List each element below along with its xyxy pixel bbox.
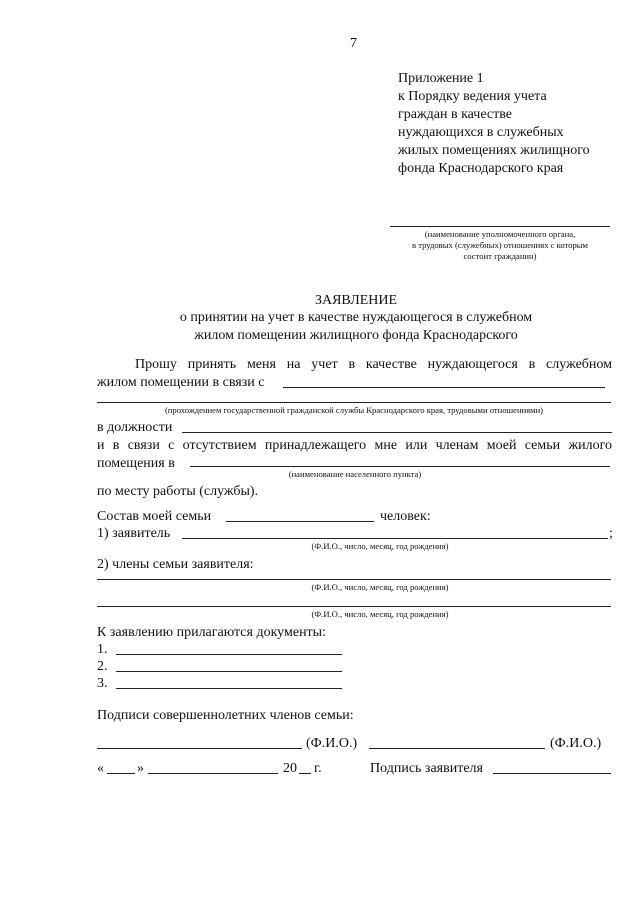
year-field[interactable] [299, 773, 311, 774]
docs-item-number: 1. [97, 642, 108, 657]
date-close-quote: » [137, 761, 144, 776]
applicant-signature-label: Подпись заявителя [370, 761, 483, 776]
reason-field[interactable] [283, 387, 605, 388]
member-fio-caption-2: (Ф.И.О., число, месяц, год рождения) [311, 609, 449, 619]
applicant-label: 1) заявитель [97, 526, 171, 541]
addressee-field[interactable] [390, 226, 610, 227]
absence-line1: и в связи с отсутствием принадлежащего мне или членам моей семьи жилого [97, 438, 612, 453]
absence-line2: помещения в [97, 456, 175, 471]
applicant-field[interactable] [182, 538, 608, 539]
appendix-line: граждан в качестве [398, 107, 512, 122]
family-label: Состав моей семьи [97, 509, 212, 524]
request-line2: жилом помещении в связи с [97, 375, 265, 390]
signatures-label: Подписи совершеннолетних членов семьи: [97, 708, 354, 723]
members-label: 2) члены семьи заявителя: [97, 557, 254, 572]
docs-item-field-2[interactable] [116, 671, 342, 672]
request-line1: Прошу принять меня на учет в качестве нуждающегося в служебном [135, 357, 612, 372]
year-suffix: г. [314, 761, 322, 776]
month-field[interactable] [148, 773, 278, 774]
docs-label: К заявлению прилагаются документы: [97, 625, 326, 640]
applicant-signature-field[interactable] [493, 773, 611, 774]
applicant-end: ; [609, 526, 613, 541]
docs-item-number: 3. [97, 676, 108, 691]
member-field-2[interactable] [97, 606, 611, 607]
member-fio-caption-1: (Ф.И.О., число, месяц, год рождения) [311, 582, 449, 592]
appendix-block [398, 70, 590, 178]
docs-item-number: 2. [97, 659, 108, 674]
applicant-fio-caption: (Ф.И.О., число, месяц, год рождения) [311, 541, 449, 551]
signature-field-1[interactable] [97, 748, 302, 749]
appendix-line: жилых помещениях жилищного [398, 143, 590, 158]
position-label: в должности [97, 420, 173, 435]
docs-item-field-3[interactable] [116, 688, 342, 689]
service-caption: (прохождением государственной гражданской службы Краснодарского края, трудовыми отношениями) [164, 405, 544, 415]
settlement-caption: (наименование населенного пункта) [288, 469, 422, 479]
family-unit: человек: [380, 509, 431, 524]
document-title: ЗАЯВЛЕНИЕ [314, 293, 398, 308]
settlement-field[interactable] [190, 466, 610, 467]
fio-mark-1: (Ф.И.О.) [306, 736, 358, 751]
signature-field-2[interactable] [369, 748, 545, 749]
page-number: 7 [350, 36, 357, 51]
date-open-quote: « [97, 761, 104, 776]
member-field-1[interactable] [97, 579, 611, 580]
year-prefix: 20 [283, 761, 297, 776]
day-field[interactable] [107, 773, 135, 774]
workplace-text: по месту работы (службы). [97, 484, 259, 499]
addressee-caption: (наименование уполномоченного органа, в трудовых (служебных) отношениях с которым состоит гражданин) [412, 229, 588, 261]
document-subtitle-line2: жилом помещении жилищного фонда Краснодарского [194, 328, 518, 343]
reason-field-continued[interactable] [97, 402, 611, 403]
document-subtitle-line1: о принятии на учет в качестве нуждающегося в служебном [179, 310, 533, 325]
docs-item-field-1[interactable] [116, 654, 342, 655]
appendix-line: Приложение 1 [398, 71, 484, 86]
appendix-line: фонда Краснодарского края [398, 161, 564, 176]
appendix-line: нуждающихся в служебных [398, 125, 564, 140]
family-count-field[interactable] [226, 521, 374, 522]
position-field[interactable] [182, 432, 612, 433]
appendix-line: к Порядку ведения учета [398, 89, 547, 104]
fio-mark-2: (Ф.И.О.) [550, 736, 602, 751]
